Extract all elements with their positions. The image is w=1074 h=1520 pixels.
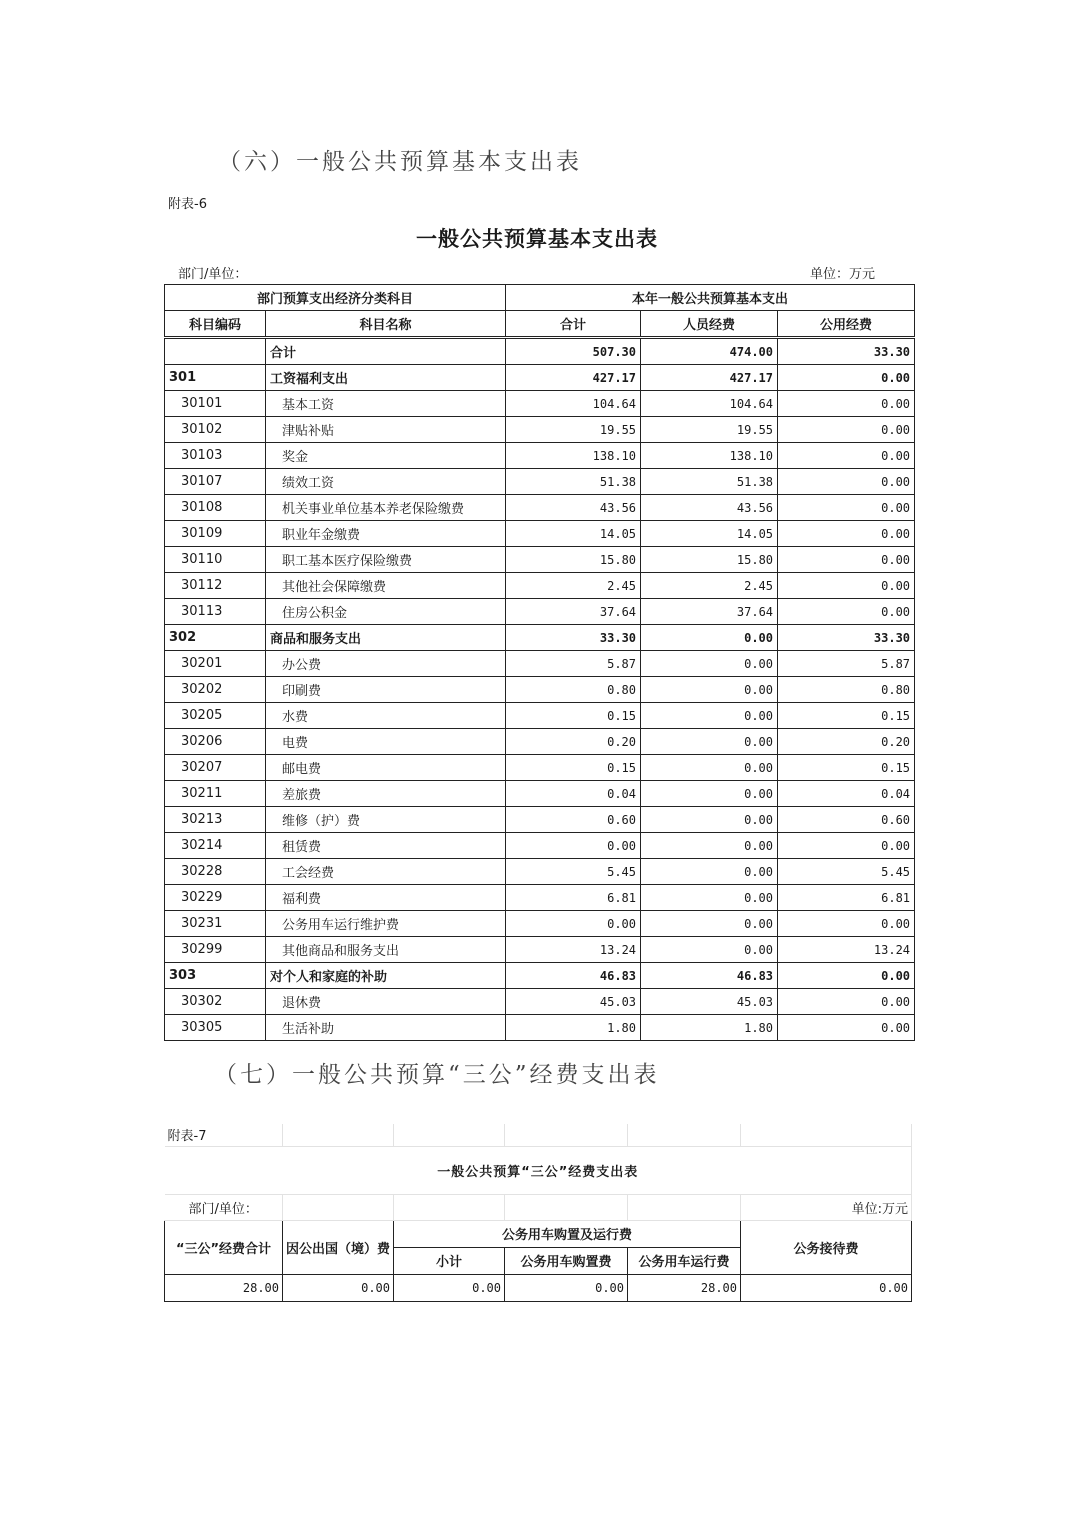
cell-code: 30213 <box>165 807 266 833</box>
item-row <box>165 599 915 625</box>
cell-name: 差旅费 <box>266 781 506 807</box>
cell-public: 0.00 <box>778 573 915 599</box>
item-row <box>165 495 915 521</box>
cell-public: 0.04 <box>778 781 915 807</box>
header-operation: 公务用车运行费 <box>628 1247 741 1274</box>
value-reception: 0.00 <box>741 1274 912 1301</box>
header-personnel: 人员经费 <box>641 311 778 338</box>
cell-total: 0.15 <box>506 703 641 729</box>
cell-total: 0.04 <box>506 781 641 807</box>
item-row <box>165 885 915 911</box>
cell-public: 0.00 <box>778 521 915 547</box>
total-row-name: 合计 <box>266 338 506 365</box>
cell-code: 30107 <box>165 469 266 495</box>
item-row <box>165 1015 915 1041</box>
cell-public: 0.00 <box>778 833 915 859</box>
cell-personnel: 0.00 <box>641 911 778 937</box>
cell-total: 0.15 <box>506 755 641 781</box>
cell-personnel: 43.56 <box>641 495 778 521</box>
cell-personnel: 0.00 <box>641 937 778 963</box>
cell-personnel: 104.64 <box>641 391 778 417</box>
cell-total: 43.56 <box>506 495 641 521</box>
cell-personnel: 0.00 <box>641 729 778 755</box>
cell-code: 301 <box>165 365 266 391</box>
cell-total: 51.38 <box>506 469 641 495</box>
cell-public: 5.45 <box>778 859 915 885</box>
value-abroad: 0.00 <box>283 1274 394 1301</box>
cell-personnel: 45.03 <box>641 989 778 1015</box>
cell-code: 30211 <box>165 781 266 807</box>
cell-personnel: 427.17 <box>641 365 778 391</box>
cell-total: 104.64 <box>506 391 641 417</box>
item-row <box>165 443 915 469</box>
cell-name: 其他商品和服务支出 <box>266 937 506 963</box>
item-row <box>165 755 915 781</box>
item-row <box>165 651 915 677</box>
cell-name: 租赁费 <box>266 833 506 859</box>
table6-title: 一般公共预算基本支出表 <box>416 227 658 251</box>
table7-title: 一般公共预算“三公”经费支出表 <box>165 1146 912 1194</box>
total-row-personnel: 474.00 <box>641 338 778 365</box>
cell-total: 45.03 <box>506 989 641 1015</box>
cell-code: 30109 <box>165 521 266 547</box>
item-row <box>165 937 915 963</box>
cell-name: 办公费 <box>266 651 506 677</box>
header-code: 科目编码 <box>165 311 266 338</box>
attachment-label-6: 附表-6 <box>168 197 207 212</box>
header-public: 公用经费 <box>778 311 915 338</box>
cell-name: 基本工资 <box>266 391 506 417</box>
value-subtotal: 0.00 <box>394 1274 505 1301</box>
cell-code: 30299 <box>165 937 266 963</box>
cell-code: 303 <box>165 963 266 989</box>
cell-code: 30228 <box>165 859 266 885</box>
cell-personnel: 37.64 <box>641 599 778 625</box>
cell-public: 0.00 <box>778 469 915 495</box>
cell-public: 0.20 <box>778 729 915 755</box>
three-public-expenditure-table <box>164 1124 912 1302</box>
item-row <box>165 521 915 547</box>
cell-public: 0.60 <box>778 807 915 833</box>
cell-public: 13.24 <box>778 937 915 963</box>
cell-name: 水费 <box>266 703 506 729</box>
header-subtotal: 小计 <box>394 1247 505 1274</box>
item-row <box>165 391 915 417</box>
section7-heading: （七）一般公共预算“三公”经费支出表 <box>214 1062 660 1088</box>
cell-total: 5.87 <box>506 651 641 677</box>
cell-public: 5.87 <box>778 651 915 677</box>
header-abroad: 因公出国（境）费 <box>283 1220 394 1274</box>
three-public-table-wrapper <box>164 1124 911 1304</box>
cell-total: 19.55 <box>506 417 641 443</box>
cell-name: 绩效工资 <box>266 469 506 495</box>
cell-personnel: 0.00 <box>641 625 778 651</box>
cell-total: 0.20 <box>506 729 641 755</box>
cell-public: 0.15 <box>778 755 915 781</box>
total-row-total: 507.30 <box>506 338 641 365</box>
cell-code: 30206 <box>165 729 266 755</box>
cell-name: 邮电费 <box>266 755 506 781</box>
cell-public: 0.00 <box>778 989 915 1015</box>
cell-personnel: 19.55 <box>641 417 778 443</box>
cell-name: 维修（护）费 <box>266 807 506 833</box>
value-purchase: 0.00 <box>505 1274 628 1301</box>
cell-personnel: 0.00 <box>641 885 778 911</box>
cell-total: 33.30 <box>506 625 641 651</box>
total-row <box>165 338 915 365</box>
cell-public: 0.00 <box>778 963 915 989</box>
cell-name: 退休费 <box>266 989 506 1015</box>
cell-personnel: 14.05 <box>641 521 778 547</box>
cell-total: 5.45 <box>506 859 641 885</box>
category-row <box>165 963 915 989</box>
cell-public: 0.00 <box>778 443 915 469</box>
cell-code: 30112 <box>165 573 266 599</box>
cell-public: 0.00 <box>778 417 915 443</box>
cell-personnel: 0.00 <box>641 703 778 729</box>
cell-total: 13.24 <box>506 937 641 963</box>
header-three-public-total: “三公”经费合计 <box>165 1220 283 1274</box>
basic-expenditure-table <box>164 284 915 1041</box>
cell-name: 电费 <box>266 729 506 755</box>
total-row-public: 33.30 <box>778 338 915 365</box>
cell-personnel: 0.00 <box>641 781 778 807</box>
cell-public: 0.00 <box>778 599 915 625</box>
cell-public: 6.81 <box>778 885 915 911</box>
cell-name: 其他社会保障缴费 <box>266 573 506 599</box>
section6-heading: （六）一般公共预算基本支出表 <box>218 149 582 175</box>
item-row <box>165 703 915 729</box>
cell-total: 0.00 <box>506 833 641 859</box>
cell-personnel: 0.00 <box>641 755 778 781</box>
header-name: 科目名称 <box>266 311 506 338</box>
cell-name: 机关事业单位基本养老保险缴费 <box>266 495 506 521</box>
cell-personnel: 1.80 <box>641 1015 778 1041</box>
cell-code: 30113 <box>165 599 266 625</box>
dept-label-6: 部门/单位： <box>178 267 248 282</box>
cell-name: 印刷费 <box>266 677 506 703</box>
cell-total: 37.64 <box>506 599 641 625</box>
cell-code: 30214 <box>165 833 266 859</box>
cell-public: 0.00 <box>778 1015 915 1041</box>
cell-name: 生活补助 <box>266 1015 506 1041</box>
cell-public: 0.00 <box>778 911 915 937</box>
cell-name: 职业年金缴费 <box>266 521 506 547</box>
cell-code: 30305 <box>165 1015 266 1041</box>
cell-personnel: 0.00 <box>641 677 778 703</box>
cell-personnel: 0.00 <box>641 807 778 833</box>
item-row <box>165 859 915 885</box>
item-row <box>165 911 915 937</box>
cell-personnel: 2.45 <box>641 573 778 599</box>
cell-name: 对个人和家庭的补助 <box>266 963 506 989</box>
header-reception: 公务接待费 <box>741 1220 912 1274</box>
cell-total: 1.80 <box>506 1015 641 1041</box>
unit-label-6: 单位：万元 <box>810 267 876 282</box>
three-public-values-row <box>165 1274 912 1301</box>
cell-public: 0.00 <box>778 391 915 417</box>
cell-total: 0.80 <box>506 677 641 703</box>
item-row <box>165 417 915 443</box>
cell-total: 138.10 <box>506 443 641 469</box>
cell-code: 30201 <box>165 651 266 677</box>
cell-total: 0.00 <box>506 911 641 937</box>
cell-public: 0.80 <box>778 677 915 703</box>
cell-name: 住房公积金 <box>266 599 506 625</box>
cell-personnel: 0.00 <box>641 859 778 885</box>
header-vehicle-group: 公务用车购置及运行费 <box>394 1220 741 1247</box>
item-row <box>165 729 915 755</box>
cell-code: 30101 <box>165 391 266 417</box>
cell-total: 15.80 <box>506 547 641 573</box>
category-row <box>165 625 915 651</box>
cell-total: 46.83 <box>506 963 641 989</box>
cell-personnel: 0.00 <box>641 833 778 859</box>
cell-name: 工会经费 <box>266 859 506 885</box>
cell-code: 30302 <box>165 989 266 1015</box>
header-purchase: 公务用车购置费 <box>505 1247 628 1274</box>
cell-code: 30207 <box>165 755 266 781</box>
cell-code: 30102 <box>165 417 266 443</box>
unit-label-7: 单位:万元 <box>741 1194 912 1220</box>
cell-public: 0.00 <box>778 365 915 391</box>
cell-code: 30108 <box>165 495 266 521</box>
item-row <box>165 469 915 495</box>
item-row <box>165 807 915 833</box>
cell-code: 30229 <box>165 885 266 911</box>
cell-code: 30103 <box>165 443 266 469</box>
cell-name: 福利费 <box>266 885 506 911</box>
cell-code: 30205 <box>165 703 266 729</box>
cell-code: 30202 <box>165 677 266 703</box>
total-row-code <box>165 338 266 365</box>
cell-personnel: 46.83 <box>641 963 778 989</box>
item-row <box>165 781 915 807</box>
item-row <box>165 677 915 703</box>
attachment-label-7: 附表-7 <box>165 1124 283 1146</box>
cell-name: 津贴补贴 <box>266 417 506 443</box>
cell-name: 职工基本医疗保险缴费 <box>266 547 506 573</box>
cell-name: 奖金 <box>266 443 506 469</box>
value-total: 28.00 <box>165 1274 283 1301</box>
item-row <box>165 547 915 573</box>
cell-public: 0.00 <box>778 547 915 573</box>
cell-name: 工资福利支出 <box>266 365 506 391</box>
cell-code: 30231 <box>165 911 266 937</box>
cell-total: 2.45 <box>506 573 641 599</box>
cell-personnel: 51.38 <box>641 469 778 495</box>
cell-name: 商品和服务支出 <box>266 625 506 651</box>
cell-public: 0.15 <box>778 703 915 729</box>
cell-public: 33.30 <box>778 625 915 651</box>
cell-personnel: 15.80 <box>641 547 778 573</box>
cell-total: 6.81 <box>506 885 641 911</box>
cell-personnel: 0.00 <box>641 651 778 677</box>
header-group-right: 本年一般公共预算基本支出 <box>506 285 915 311</box>
cell-total: 14.05 <box>506 521 641 547</box>
header-group-left: 部门预算支出经济分类科目 <box>165 285 506 311</box>
cell-code: 302 <box>165 625 266 651</box>
cell-total: 0.60 <box>506 807 641 833</box>
item-row <box>165 573 915 599</box>
item-row <box>165 989 915 1015</box>
cell-personnel: 138.10 <box>641 443 778 469</box>
cell-name: 公务用车运行维护费 <box>266 911 506 937</box>
header-total: 合计 <box>506 311 641 338</box>
dept-label-7: 部门/单位： <box>165 1194 283 1220</box>
value-operation: 28.00 <box>628 1274 741 1301</box>
category-row <box>165 365 915 391</box>
cell-code: 30110 <box>165 547 266 573</box>
item-row <box>165 833 915 859</box>
cell-total: 427.17 <box>506 365 641 391</box>
cell-public: 0.00 <box>778 495 915 521</box>
